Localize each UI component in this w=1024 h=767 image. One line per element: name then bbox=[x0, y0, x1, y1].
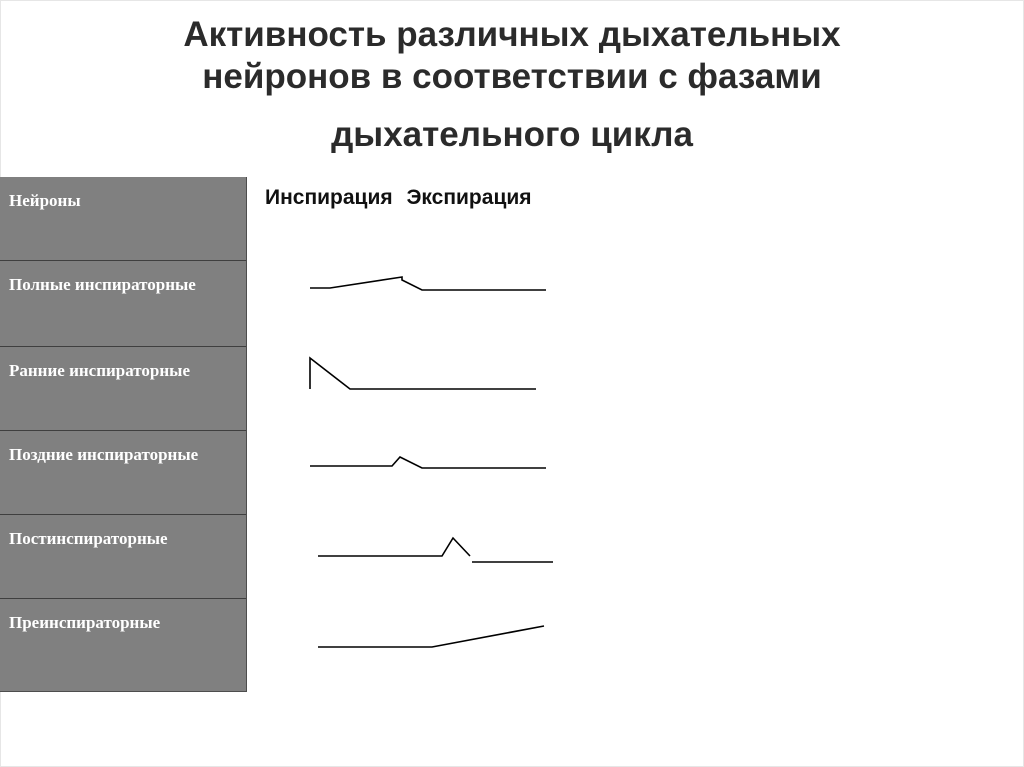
row-full-inspiratory: Полные инспираторные bbox=[0, 261, 246, 347]
phase-labels bbox=[265, 186, 540, 210]
row-late-inspiratory: Поздние инспираторные bbox=[0, 431, 246, 515]
row-early-inspiratory: Ранние инспираторные bbox=[0, 347, 246, 431]
phase-expiration: Экспирация bbox=[406, 186, 532, 209]
table-header-neurons: Нейроны bbox=[0, 177, 246, 261]
row-postinspiratory: Постинспираторные bbox=[0, 515, 246, 599]
row-preinspiratory: Преинспираторные bbox=[9, 613, 161, 632]
title-line-3: дыхательного цикла bbox=[331, 115, 693, 154]
phase-inspiration: Инспирация bbox=[265, 186, 393, 209]
slide-title bbox=[0, 14, 1024, 156]
title-line-1: Активность различных дыхательных bbox=[183, 15, 841, 54]
neuron-table bbox=[0, 177, 247, 692]
title-line-2: нейронов в соответствии с фазами bbox=[202, 57, 822, 96]
